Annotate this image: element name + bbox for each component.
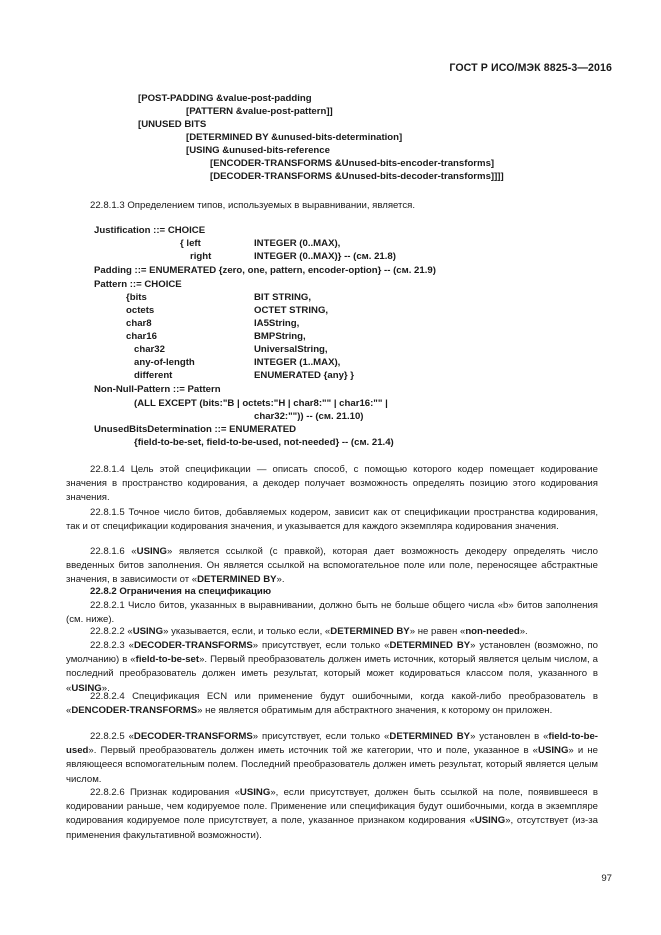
code-line: [DECODER-TRANSFORMS &Unused-bits-decoder-transforms]]]] [210, 171, 504, 182]
paragraph-22-8-2-5 [66, 730, 598, 787]
paragraph-22-8-2-6 [66, 786, 598, 843]
code-line: char8 [126, 318, 152, 329]
text-run: » присутствует, если только « [252, 731, 390, 742]
code-line: BIT STRING, [254, 292, 312, 303]
text-run: » и не являющееся вспомогательным полем. Последний преобразователь должен иметь результат, который является целым числом. [66, 745, 598, 785]
text-run: 22.8.2.6 Признак кодирования « [90, 787, 240, 798]
keyword: USING [538, 745, 569, 757]
code-line: char32:"")) -- (см. 21.10) [254, 411, 364, 422]
paragraph-text: 22.8.1.3 Определением типов, используемых в выравнивании, является. [90, 200, 415, 211]
code-line: Pattern ::= CHOICE [94, 279, 182, 290]
code-line: {field-to-be-set, field-to-be-used, not-needed} -- (см. 21.4) [134, 437, 394, 448]
code-line: [USING &unused-bits-reference [186, 145, 330, 156]
text-run: ». Первый преобразователь должен иметь источник, который является целым числом, а последний преобразователь должен иметь результат, который может кодироваться классом поля, указанного в « [66, 654, 598, 694]
code-line: Padding ::= ENUMERATED {zero, one, pattern, encoder-option} -- (см. 21.9) [94, 265, 436, 276]
code-line: INTEGER (0..MAX)} -- (см. 21.8) [254, 251, 396, 262]
paragraph-text [66, 690, 598, 718]
code-line: INTEGER (1..MAX), [254, 357, 341, 368]
text-run: 22.8.2.2 « [90, 626, 133, 637]
code-line: [PATTERN &value-post-pattern]] [186, 106, 333, 117]
paragraph-text [66, 625, 598, 639]
keyword: USING [474, 815, 506, 827]
paragraph-22-8-2-2 [66, 625, 598, 639]
keyword: DENCODER-TRANSFORMS [71, 705, 198, 717]
code-line: BMPString, [254, 331, 306, 342]
code-line: Justification ::= CHOICE [94, 225, 206, 236]
code-line: ENUMERATED {any} } [254, 370, 355, 381]
code-line: { left [180, 238, 201, 249]
code-line: octets [126, 305, 155, 316]
code-line: right [190, 251, 212, 262]
keyword: USING [136, 546, 168, 557]
section-heading-22-8-2 [66, 585, 598, 599]
paragraph-22-8-1-6 [66, 545, 598, 588]
code-line: [ENCODER-TRANSFORMS &Unused-bits-encoder-transforms] [210, 158, 495, 169]
paragraph-22-8-2-4 [66, 690, 598, 718]
text-run: ». Первый преобразователь должен иметь источник той же категории, что и поле, указанное в « [88, 745, 539, 757]
text-run: ». [101, 682, 110, 694]
text-run: », отсутствует (из-за применения факультативной возможности). [66, 815, 598, 841]
code-line: {bits [126, 292, 147, 303]
code-line: INTEGER (0..MAX), [254, 238, 341, 249]
text-run: 22.8.1.6 « [90, 546, 137, 557]
code-line: char32 [134, 344, 165, 355]
paragraph-text: 22.8.1.4 Цель этой спецификации — описать способ, с помощью которого кодер помещает кодирование значения в пространство кодирования, а декодер получает возможность определять позицию этого кодирования значения. [66, 464, 598, 504]
keyword: field-to-be-set [135, 654, 200, 666]
paragraph-text: 22.8.1.5 Точное число битов, добавляемых кодером, зависит как от спецификации пространства кодирования, так и от спецификации кодирования значения, и указывается для каждого экземпляра кодирования значения. [66, 507, 598, 533]
paragraph-text [66, 545, 598, 588]
paragraph-text [66, 639, 598, 696]
text-run: » является ссылкой (с правкой), которая дает возможность декодеру определять число введенных битов заполнения. Он является ссылкой на вспомогательное поле или поле, переносящее абстрактные значения, в зависимости от « [66, 546, 598, 586]
code-line: [UNUSED BITS [138, 119, 207, 130]
code-line: OCTET STRING, [254, 305, 329, 316]
paragraph-text [66, 730, 598, 787]
text-run: ». [519, 626, 528, 637]
section-heading: 22.8.2 Ограничения на спецификацию [90, 586, 272, 597]
keyword: non-needed [465, 626, 520, 637]
keyword: USING [239, 787, 271, 798]
paragraph-22-8-1-3 [66, 199, 598, 213]
paragraph-22-8-2-1 [66, 599, 598, 627]
keyword: DETERMINED BY [389, 640, 471, 651]
paragraph-text [66, 786, 598, 843]
text-run: » указывается, если, и только если, « [163, 626, 331, 637]
keyword: DETERMINED BY [389, 731, 471, 742]
keyword: USING [132, 626, 164, 637]
code-line: any-of-length [134, 357, 195, 368]
code-line: (ALL EXCEPT (bits:"B | octets:"H | char8:"" | char16:"" | [134, 398, 388, 409]
paragraph-text: 22.8.2.1 Число битов, указанных в выравнивании, должно быть не больше общего числа «b» битов заполнения (см. ниже). [66, 600, 598, 626]
text-run: » не является обратимым для абстрактного значения, к которому он приложен. [197, 705, 553, 717]
text-run: ». [276, 574, 285, 586]
paragraph-22-8-1-5 [66, 506, 598, 534]
page-number: 97 [601, 873, 612, 884]
text-run: 22.8.2.3 « [90, 640, 134, 651]
text-run: », если присутствует, должен быть ссылкой на поле, появившееся в кодировании раньше, чем кодируемое поле. Применение или спецификация будут ошибочными, когда в экземпляре кодирования кодируемое поле присутствует, а поле, указанное признаком кодирования « [66, 787, 599, 827]
paragraph-22-8-1-4 [66, 463, 598, 506]
keyword: DECODER-TRANSFORMS [133, 731, 253, 742]
keyword: field-to-be-used [66, 731, 598, 757]
keyword: DECODER-TRANSFORMS [133, 640, 253, 651]
keyword: DETERMINED BY [197, 574, 277, 586]
code-line: different [134, 370, 173, 381]
text-run: » не равен « [409, 626, 466, 637]
text-run: » установлен (возможно, по умолчанию) в « [66, 640, 598, 666]
code-line: [POST-PADDING &value-post-padding [138, 93, 312, 104]
text-run: » установлен в « [470, 731, 549, 742]
code-line: Non-Null-Pattern ::= Pattern [94, 384, 221, 395]
code-line: char16 [126, 331, 157, 342]
text-run: » присутствует, если только « [252, 640, 390, 651]
keyword: USING [71, 682, 102, 694]
code-line: UniversalString, [254, 344, 328, 355]
text-run: 22.8.2.4 Спецификация ECN или применение будут ошибочными, когда какой-либо преобразователь в « [66, 691, 598, 717]
text-run: 22.8.2.5 « [90, 731, 134, 742]
code-line: [DETERMINED BY &unused-bits-determination] [186, 132, 403, 143]
code-line: UnusedBitsDetermination ::= ENUMERATED [94, 424, 297, 435]
keyword: DETERMINED BY [330, 626, 410, 637]
code-line: IA5String, [254, 318, 300, 329]
document-header: ГОСТ Р ИСО/МЭК 8825-3—2016 [449, 62, 612, 74]
paragraph-22-8-2-3 [66, 639, 598, 696]
